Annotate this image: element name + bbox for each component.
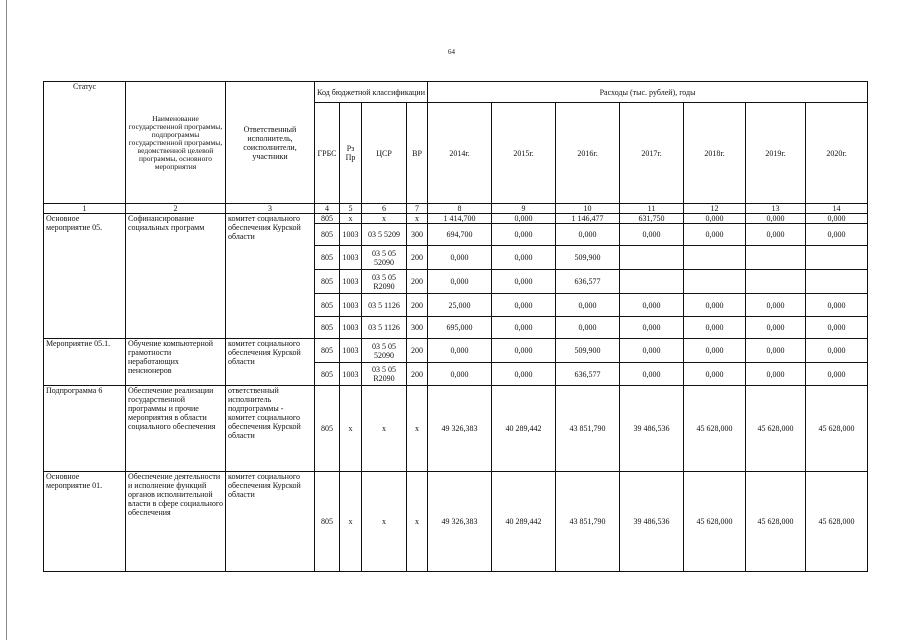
code-vr: x <box>407 472 428 572</box>
expense-value: 39 486,536 <box>620 472 684 572</box>
row-name: Софинансирование социальных программ <box>126 214 226 339</box>
expense-value: 0,000 <box>684 294 746 317</box>
code-grbs: 805 <box>315 386 340 472</box>
expense-value: 0,000 <box>684 317 746 339</box>
code-grbs: 805 <box>315 224 340 246</box>
column-number-1: 2 <box>126 204 226 214</box>
code-rzpr: 1003 <box>340 294 362 317</box>
expense-value: 0,000 <box>620 294 684 317</box>
header-program-name: Наименование государственной программы, подпрограммы государственной программы, ведомственной целевой программы, основного мероприятия <box>126 82 226 204</box>
code-grbs: 805 <box>315 214 340 224</box>
row-name: Обеспечение деятельности и исполнение функций органов исполнительной власти в сфере социального обеспечения <box>126 472 226 572</box>
header-budget-code: Код бюджетной классификации <box>315 82 428 103</box>
page-number: 64 <box>448 48 455 56</box>
code-rzpr: 1003 <box>340 270 362 294</box>
expense-value <box>806 270 868 294</box>
code-grbs: 805 <box>315 246 340 270</box>
table-row <box>44 472 868 572</box>
row-executor: ответственный исполнитель подпрограммы - комитет социального обеспечения Курской области <box>226 386 315 472</box>
row-status: Основное мероприятие 01. <box>44 472 126 572</box>
code-grbs: 805 <box>315 270 340 294</box>
header-expenses: Расходы (тыс. рублей), годы <box>428 82 868 103</box>
expense-value: 0,000 <box>620 339 684 363</box>
column-number-10: 11 <box>620 204 684 214</box>
code-vr: 200 <box>407 294 428 317</box>
code-vr: 300 <box>407 317 428 339</box>
expense-value <box>684 246 746 270</box>
expense-value: 0,000 <box>684 339 746 363</box>
header-code-0: ГРБС <box>315 103 340 204</box>
expense-value: 0,000 <box>556 294 620 317</box>
expense-value: 45 628,000 <box>684 386 746 472</box>
expense-value: 49 326,383 <box>428 472 492 572</box>
code-grbs: 805 <box>315 317 340 339</box>
code-csr: 03 5 5209 <box>362 224 407 246</box>
code-rzpr: x <box>340 472 362 572</box>
code-grbs: 805 <box>315 294 340 317</box>
header-year-5: 2019г. <box>746 103 806 204</box>
expense-value: 40 289,442 <box>492 472 556 572</box>
column-number-2: 3 <box>226 204 315 214</box>
expense-value: 45 628,000 <box>806 386 868 472</box>
header-year-3: 2017г. <box>620 103 684 204</box>
header-year-4: 2018г. <box>684 103 746 204</box>
expense-value: 509,900 <box>556 246 620 270</box>
expense-value: 0,000 <box>620 363 684 386</box>
header-year-0: 2014г. <box>428 103 492 204</box>
expense-value: 49 326,383 <box>428 386 492 472</box>
budget-table <box>43 81 868 572</box>
expense-value: 636,577 <box>556 270 620 294</box>
code-rzpr: 1003 <box>340 339 362 363</box>
expense-value: 0,000 <box>428 270 492 294</box>
code-csr: 03 5 05 R2090 <box>362 270 407 294</box>
header-year-6: 2020г. <box>806 103 868 204</box>
expense-value: 0,000 <box>620 224 684 246</box>
expense-value: 0,000 <box>746 363 806 386</box>
expense-value <box>684 270 746 294</box>
code-grbs: 805 <box>315 339 340 363</box>
expense-value: 0,000 <box>684 363 746 386</box>
expense-value: 0,000 <box>746 317 806 339</box>
code-vr: 200 <box>407 339 428 363</box>
expense-value: 0,000 <box>746 214 806 224</box>
expense-value: 0,000 <box>428 363 492 386</box>
expense-value: 694,700 <box>428 224 492 246</box>
expense-value: 0,000 <box>620 317 684 339</box>
code-vr: 300 <box>407 224 428 246</box>
expense-value: 45 628,000 <box>746 386 806 472</box>
table-row <box>44 339 868 363</box>
row-name: Обеспечение реализации государственной программы и прочие мероприятия в области социального обеспечения <box>126 386 226 472</box>
code-csr: 03 5 05 52090 <box>362 339 407 363</box>
row-name: Обучение компьютерной грамотности неработающих пенсионеров <box>126 339 226 386</box>
column-number-12: 13 <box>746 204 806 214</box>
expense-value: 695,000 <box>428 317 492 339</box>
table-row <box>44 386 868 472</box>
expense-value: 0,000 <box>556 317 620 339</box>
code-rzpr: x <box>340 386 362 472</box>
code-csr: 03 5 1126 <box>362 294 407 317</box>
row-status: Основное мероприятие 05. <box>44 214 126 339</box>
expense-value: 0,000 <box>428 246 492 270</box>
column-number-7: 8 <box>428 204 492 214</box>
code-csr: x <box>362 214 407 224</box>
code-rzpr: 1003 <box>340 317 362 339</box>
expense-value: 636,577 <box>556 363 620 386</box>
expense-value: 0,000 <box>492 214 556 224</box>
expense-value: 0,000 <box>492 246 556 270</box>
code-csr: 03 5 05 R2090 <box>362 363 407 386</box>
expense-value: 0,000 <box>492 294 556 317</box>
column-number-6: 7 <box>407 204 428 214</box>
column-number-3: 4 <box>315 204 340 214</box>
code-rzpr: 1003 <box>340 246 362 270</box>
expense-value: 0,000 <box>806 214 868 224</box>
row-executor: комитет социального обеспечения Курской области <box>226 472 315 572</box>
expense-value: 45 628,000 <box>806 472 868 572</box>
column-number-8: 9 <box>492 204 556 214</box>
header-status: Статус <box>44 82 126 204</box>
expense-value: 0,000 <box>684 214 746 224</box>
expense-value: 45 628,000 <box>746 472 806 572</box>
expense-value: 40 289,442 <box>492 386 556 472</box>
expense-value: 43 851,790 <box>556 472 620 572</box>
row-status: Подпрограмма 6 <box>44 386 126 472</box>
expense-value <box>620 270 684 294</box>
row-executor: комитет социального обеспечения Курской области <box>226 339 315 386</box>
code-csr: x <box>362 386 407 472</box>
column-number-11: 12 <box>684 204 746 214</box>
code-grbs: 805 <box>315 363 340 386</box>
expense-value: 0,000 <box>492 339 556 363</box>
expense-value: 1 414,700 <box>428 214 492 224</box>
header-executor: Ответственный исполнитель, соисполнители, участники <box>226 82 315 204</box>
code-rzpr: x <box>340 214 362 224</box>
expense-value: 43 851,790 <box>556 386 620 472</box>
code-csr: x <box>362 472 407 572</box>
expense-value: 0,000 <box>746 294 806 317</box>
expense-value: 0,000 <box>806 363 868 386</box>
expense-value <box>620 246 684 270</box>
expense-value: 1 146,477 <box>556 214 620 224</box>
code-csr: 03 5 1126 <box>362 317 407 339</box>
header-code-2: ЦСР <box>362 103 407 204</box>
expense-value: 0,000 <box>492 270 556 294</box>
code-vr: 200 <box>407 270 428 294</box>
expense-value: 0,000 <box>806 339 868 363</box>
expense-value: 0,000 <box>746 339 806 363</box>
row-status: Мероприятие 05.1. <box>44 339 126 386</box>
expense-value: 0,000 <box>806 294 868 317</box>
code-vr: x <box>407 214 428 224</box>
header-code-3: ВР <box>407 103 428 204</box>
column-number-9: 10 <box>556 204 620 214</box>
column-number-5: 6 <box>362 204 407 214</box>
expense-value: 0,000 <box>806 317 868 339</box>
code-rzpr: 1003 <box>340 363 362 386</box>
expense-value <box>746 246 806 270</box>
code-vr: 200 <box>407 246 428 270</box>
expense-value: 45 628,000 <box>684 472 746 572</box>
expense-value <box>806 246 868 270</box>
header-year-1: 2015г. <box>492 103 556 204</box>
expense-value: 631,750 <box>620 214 684 224</box>
expense-value: 509,900 <box>556 339 620 363</box>
header-code-1: Рз Пр <box>340 103 362 204</box>
expense-value: 0,000 <box>428 339 492 363</box>
expense-value: 0,000 <box>492 224 556 246</box>
column-number-0: 1 <box>44 204 126 214</box>
expense-value: 0,000 <box>492 317 556 339</box>
row-executor: комитет социального обеспечения Курской области <box>226 214 315 339</box>
expense-value: 25,000 <box>428 294 492 317</box>
expense-value: 39 486,536 <box>620 386 684 472</box>
expense-value: 0,000 <box>746 224 806 246</box>
scan-edge-line <box>6 0 7 640</box>
header-year-2: 2016г. <box>556 103 620 204</box>
expense-value: 0,000 <box>806 224 868 246</box>
expense-value: 0,000 <box>684 224 746 246</box>
column-number-13: 14 <box>806 204 868 214</box>
expense-value: 0,000 <box>492 363 556 386</box>
code-rzpr: 1003 <box>340 224 362 246</box>
code-grbs: 805 <box>315 472 340 572</box>
column-number-4: 5 <box>340 204 362 214</box>
code-csr: 03 5 05 52090 <box>362 246 407 270</box>
expense-value <box>746 270 806 294</box>
code-vr: x <box>407 386 428 472</box>
table-row <box>44 214 868 224</box>
expense-value: 0,000 <box>556 224 620 246</box>
code-vr: 200 <box>407 363 428 386</box>
